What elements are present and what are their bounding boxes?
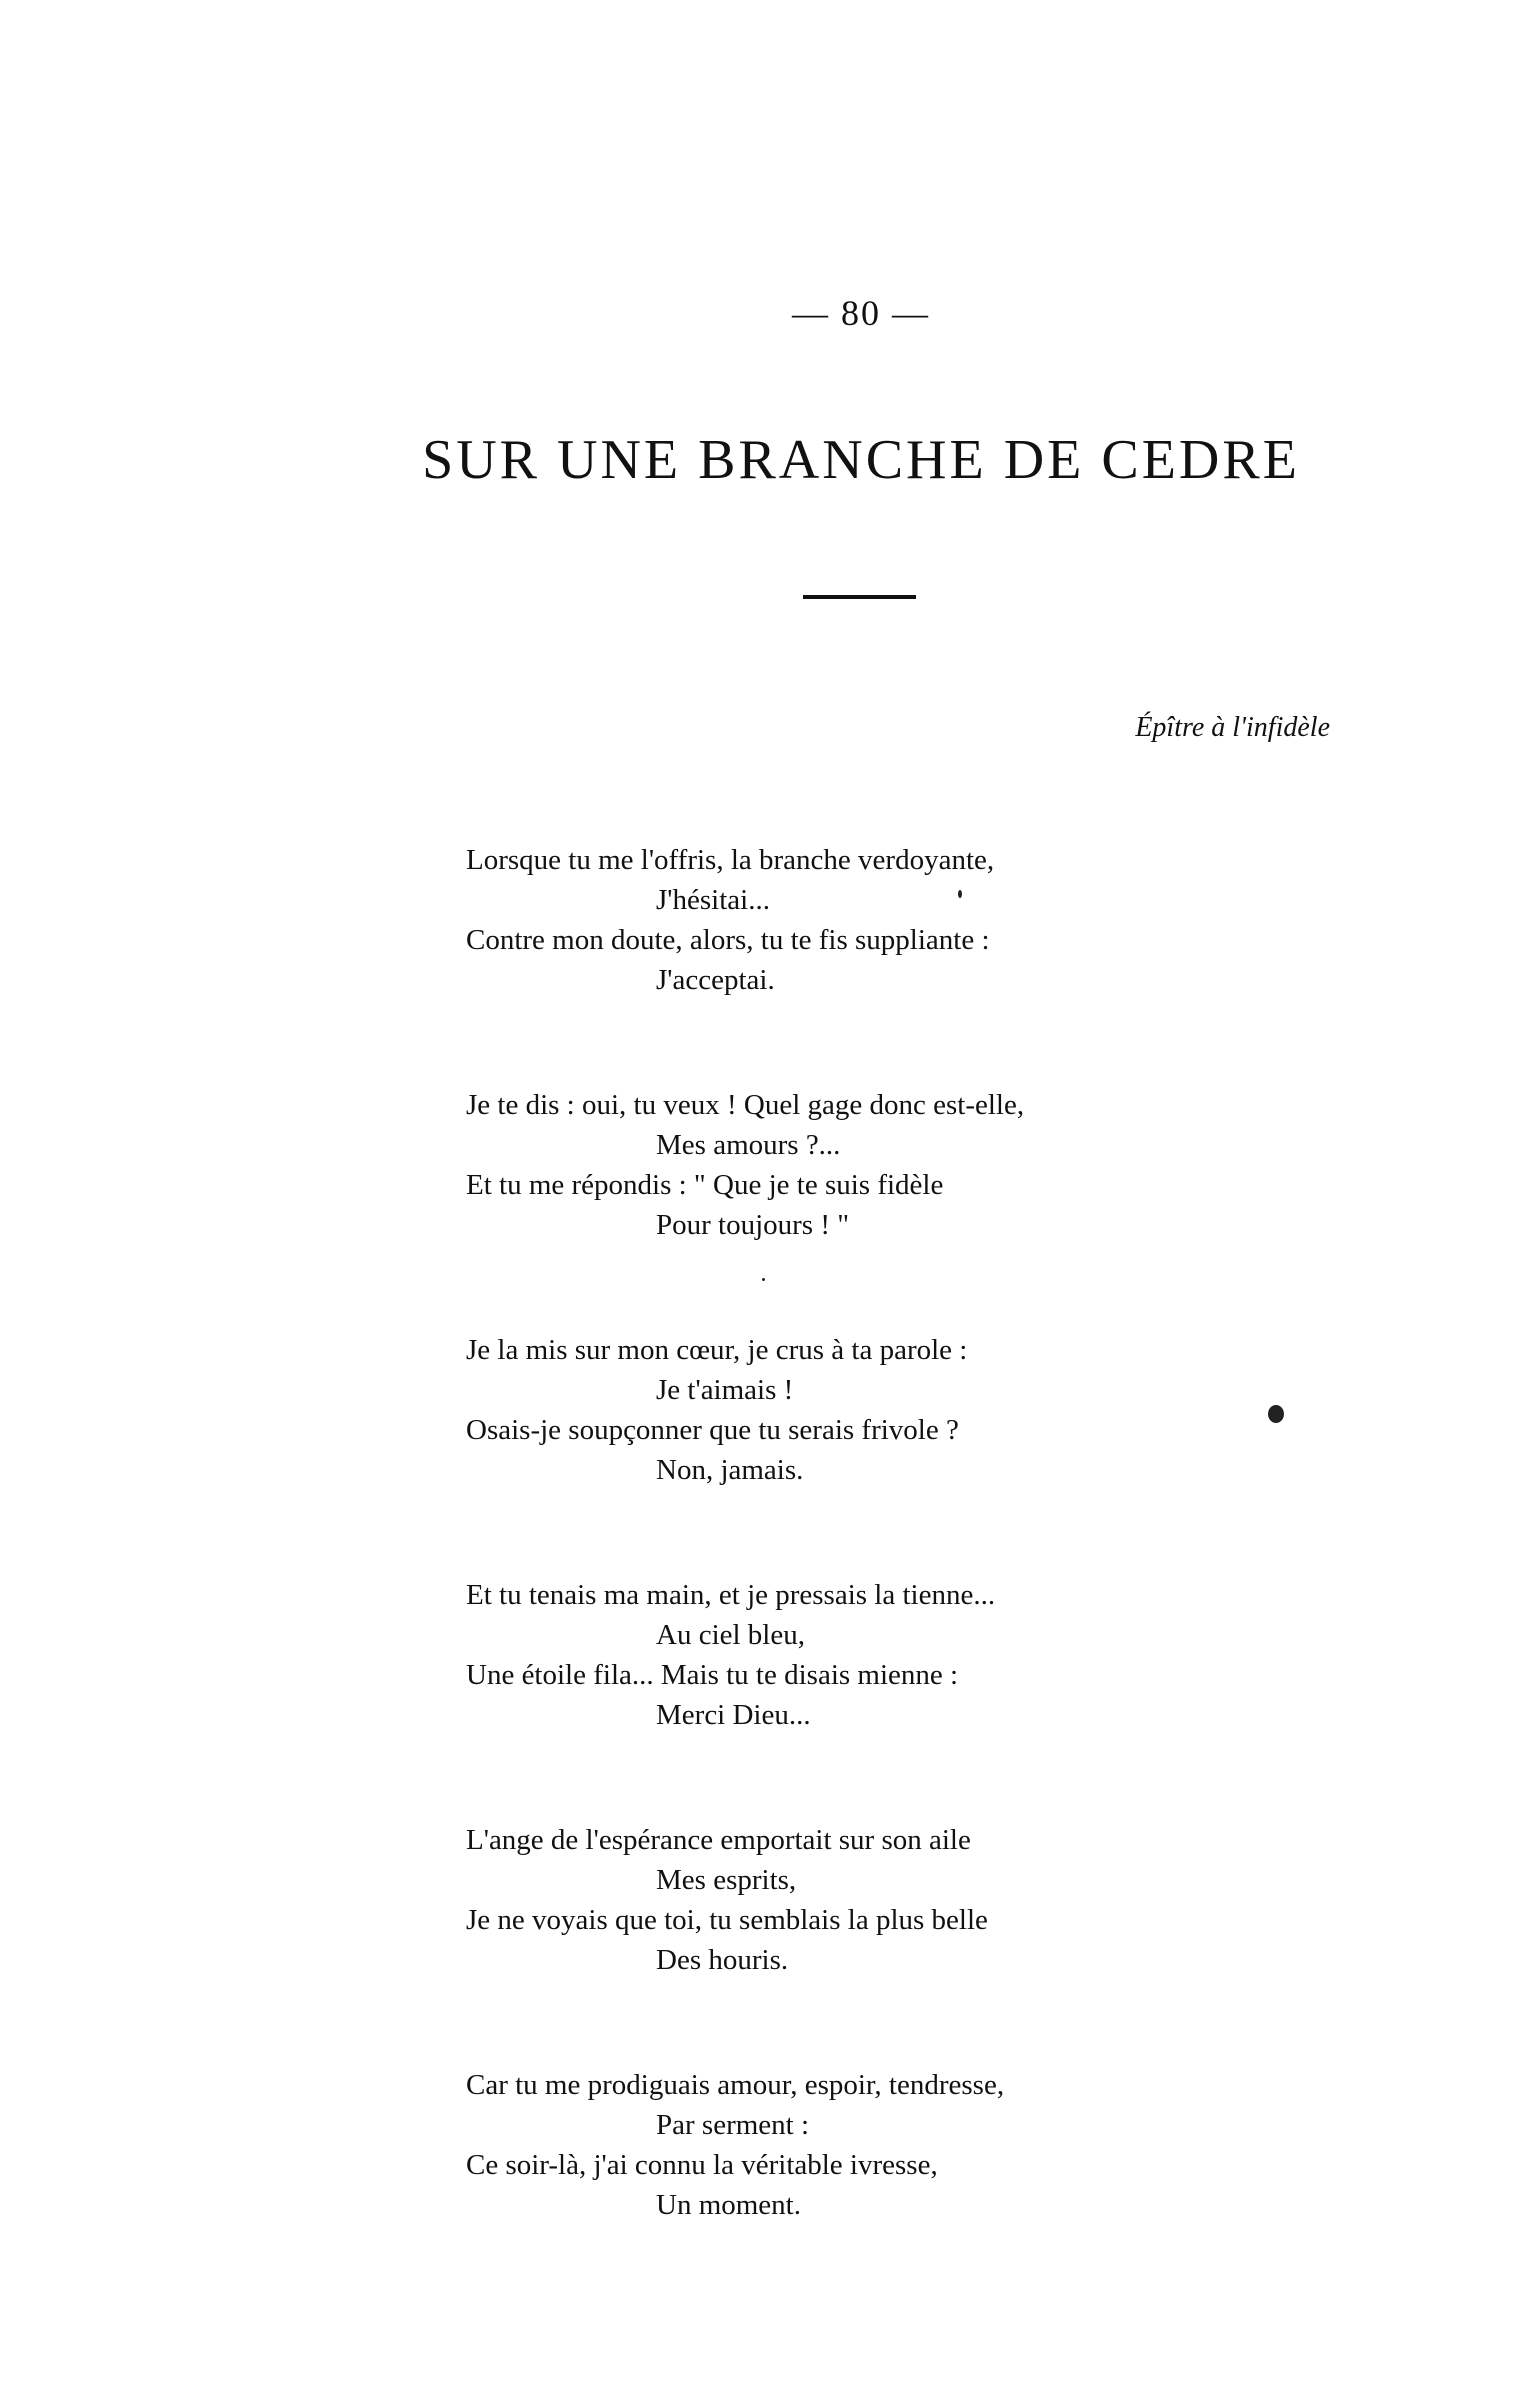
ink-speck: [958, 890, 962, 898]
stanza: [466, 1085, 1326, 1245]
poem-line: Une étoile fila... Mais tu te disais mienne :: [466, 1659, 959, 1691]
stanza: [466, 1575, 1326, 1735]
poem-line: Je ne voyais que toi, tu semblais la plus belle: [466, 1904, 988, 1936]
poem-line: J'hésitai...: [656, 884, 770, 916]
ink-speck: [1268, 1405, 1284, 1423]
poem-line: Merci Dieu...: [656, 1699, 811, 1731]
stanza: [466, 1820, 1326, 1980]
poem-body: [466, 840, 1326, 2310]
poem-line: J'acceptai.: [656, 964, 775, 996]
poem-line: Des houris.: [656, 1944, 789, 1976]
poem-line: Ce soir-là, j'ai connu la véritable ivresse,: [466, 2149, 938, 2181]
poem-line: Je te dis : oui, tu veux ! Quel gage donc est-elle,: [466, 1089, 1025, 1121]
epigraph: Épître à l'infidèle: [1135, 712, 1330, 743]
stanza: [466, 1330, 1326, 1490]
poem-line: Mes amours ?...: [656, 1129, 841, 1161]
poem-title: SUR UNE BRANCHE DE CEDRE: [422, 429, 1300, 491]
poem-line: Car tu me prodiguais amour, espoir, tendresse,: [466, 2069, 1005, 2101]
poem-line: Et tu me répondis : " Que je te suis fidèle: [466, 1169, 944, 1201]
poem-line: Par serment :: [656, 2109, 810, 2141]
poem-line: Je t'aimais !: [656, 1374, 794, 1406]
stanza: [466, 840, 1326, 1000]
page-number: — 80 —: [792, 293, 930, 333]
poem-line: Je la mis sur mon cœur, je crus à ta parole :: [466, 1334, 968, 1366]
poem-line: Un moment.: [656, 2189, 801, 2221]
poem-line: Mes esprits,: [656, 1864, 797, 1896]
stanza: [466, 2065, 1326, 2225]
poem-line: Contre mon doute, alors, tu te fis suppliante :: [466, 924, 990, 956]
poem-line: Lorsque tu me l'offris, la branche verdoyante,: [466, 844, 995, 876]
poem-line: Non, jamais.: [656, 1454, 804, 1486]
poem-line: Et tu tenais ma main, et je pressais la tienne...: [466, 1579, 996, 1611]
poem-line: Au ciel bleu,: [656, 1619, 805, 1651]
poem-line: Pour toujours ! ": [656, 1209, 850, 1241]
poem-line: L'ange de l'espérance emportait sur son aile: [466, 1824, 971, 1856]
poem-line: Osais-je soupçonner que tu serais frivole ?: [466, 1414, 959, 1446]
ink-speck: [762, 1278, 765, 1281]
title-rule-divider: [803, 595, 916, 599]
